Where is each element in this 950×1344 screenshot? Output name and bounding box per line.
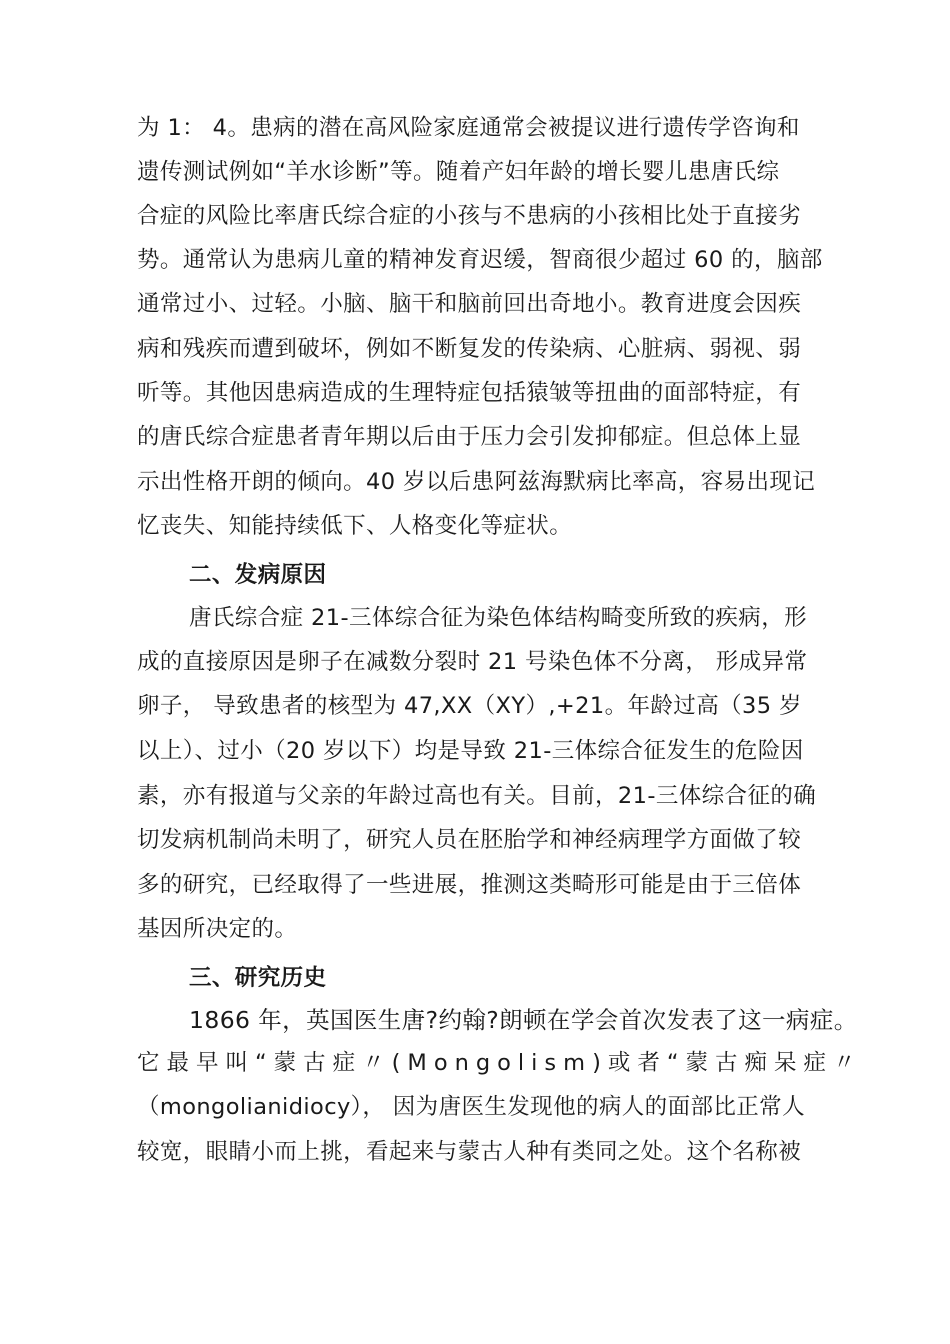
- text-line: 卵子， 导致患者的核型为 47,XX（XY）,+21。年龄过高（35 岁: [137, 693, 802, 719]
- text-line: 以上）、过小（20 岁以下）均是导致 21-三体综合征发生的危险因: [137, 738, 804, 764]
- text-line: 它最早叫“蒙古症〃(Mongolism)或者“蒙古痴呆症〃: [137, 1050, 863, 1076]
- text-line: 成的直接原因是卵子在减数分裂时 21 号染色体不分离， 形成异常: [137, 649, 808, 675]
- section-heading: 三、研究历史: [189, 965, 327, 991]
- text-line: 1866 年，英国医生唐?约翰?朗顿在学会首次发表了这一病症。: [189, 1006, 858, 1034]
- text-line: 基因所决定的。: [137, 916, 298, 942]
- text-line: 唐氏综合症 21-三体综合征为染色体结构畸变所致的疾病，形: [189, 605, 808, 631]
- text-line: 切发病机制尚未明了，研究人员在胚胎学和神经病理学方面做了较: [137, 827, 802, 853]
- text-line: 较宽，眼睛小而上挑，看起来与蒙古人种有类同之处。这个名称被: [137, 1139, 802, 1165]
- section-heading: 二、发病原因: [189, 562, 327, 588]
- text-line: 忆丧失、知能持续低下、人格变化等症状。: [137, 513, 573, 539]
- text-line: 遗传测试例如“羊水诊断”等。随着产妇年龄的增长婴儿患唐氏综: [137, 159, 780, 185]
- text-line: 通常过小、过轻。小脑、脑干和脑前回出奇地小。教育进度会因疾: [137, 291, 802, 317]
- text-line: 多的研究，已经取得了一些进展，推测这类畸形可能是由于三倍体: [137, 872, 802, 898]
- text-line: 势。通常认为患病儿童的精神发育迟缓，智商很少超过 60 的，脑部: [137, 247, 823, 273]
- text-line: 素，亦有报道与父亲的年龄过高也有关。目前，21-三体综合征的确: [137, 783, 817, 809]
- text-line: 听等。其他因患病造成的生理特症包括猿皱等扭曲的面部特症，有: [137, 380, 802, 406]
- text-line: 为 1： 4。患病的潜在高风险家庭通常会被提议进行遗传学咨询和: [137, 115, 800, 141]
- text-line: 合症的风险比率唐氏综合症的小孩与不患病的小孩相比处于直接劣: [137, 203, 802, 229]
- text-line: 的唐氏综合症患者青年期以后由于压力会引发抑郁症。但总体上显: [137, 424, 802, 450]
- text-line: 示出性格开朗的倾向。40 岁以后患阿兹海默病比率高，容易出现记: [137, 469, 816, 495]
- text-line: （mongolianidiocy）， 因为唐医生发现他的病人的面部比正常人: [137, 1094, 805, 1120]
- text-line: 病和残疾而遭到破坏，例如不断复发的传染病、心脏病、弱视、弱: [137, 336, 802, 362]
